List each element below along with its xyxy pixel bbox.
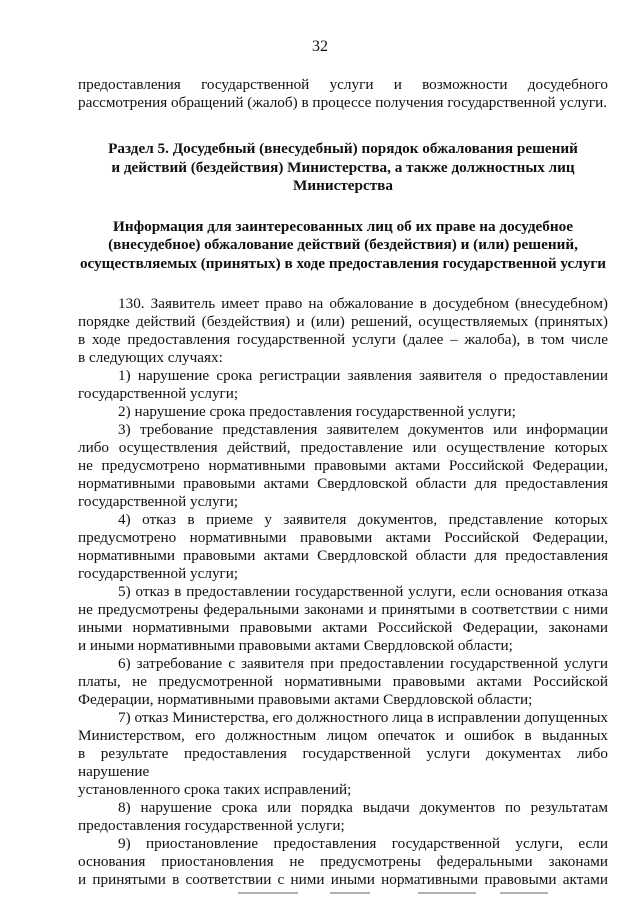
text-line: Федерации, нормативными правовыми актами Свердловской области;	[78, 691, 533, 708]
text-line: не предусмотрено нормативными правовыми актами Российской Федерации,	[78, 457, 608, 474]
page-number: 32	[312, 38, 328, 55]
text-line: не предусмотрены федеральными законами и принятыми в соответствии с ними	[78, 601, 608, 618]
section-heading	[78, 140, 608, 196]
body-paragraph	[78, 655, 608, 709]
text-line: 1) нарушение срока регистрации заявления заявителя о предоставлении	[118, 367, 608, 384]
body-paragraph	[78, 709, 608, 799]
text-line: 5) отказ в предоставлении государственной услуги, если основания отказа	[118, 583, 608, 600]
text-line: рассмотрения обращений (жалоб) в процессе получения государственной услуги.	[78, 94, 608, 111]
text-line: 7) отказ Министерства, его должностного лица в исправлении допущенных	[118, 709, 608, 726]
text-line: государственной услуги;	[78, 385, 239, 402]
text-line: 4) отказ в приеме у заявителя документов, представление которых	[118, 511, 608, 528]
text-line: предоставления государственной услуги и возможности досудебного	[78, 76, 608, 93]
text-line: в результате предоставления государственной услуги документах либо нарушение	[78, 745, 608, 780]
heading-line: Информация для заинтересованных лиц об их праве на досудебное	[113, 217, 573, 235]
info-heading	[78, 218, 608, 274]
text-line: и принятыми в соответствии с ними иными нормативными правовыми актами	[78, 871, 608, 888]
text-line: нормативными правовыми актами Свердловской области для предоставления	[78, 547, 608, 564]
text-line: 9) приостановление предоставления государственной услуги, если	[118, 835, 608, 852]
text-line: установленного срока таких исправлений;	[78, 781, 352, 798]
body-paragraphs	[78, 295, 608, 889]
scan-artifact-marks	[0, 892, 640, 898]
body-paragraph	[78, 295, 608, 367]
text-line: 6) затребование с заявителя при предоставлении государственной услуги	[118, 655, 608, 672]
text-line: основания приостановления не предусмотрены федеральными законами	[78, 853, 608, 870]
heading-line: Министерства	[293, 177, 393, 194]
heading-line: Раздел 5. Досудебный (внесудебный) порядок обжалования решений	[108, 140, 578, 157]
text-line: порядке действий (бездействия) и (или) решений, осуществляемых (принятых)	[78, 313, 608, 330]
text-line: иными нормативными правовыми актами Российской Федерации, законами	[78, 619, 608, 636]
page-content	[78, 76, 608, 889]
heading-line: и действий (бездействия) Министерства, а также должностных лиц	[111, 158, 575, 176]
text-line: государственной услуги;	[78, 565, 239, 582]
text-line: предоставления государственной услуги;	[78, 817, 345, 834]
text-line: предусмотрено нормативными правовыми актами Российской Федерации,	[78, 529, 608, 546]
text-line: либо осуществления действий, предоставление или осуществление которых	[78, 439, 608, 456]
heading-line: осуществляемых (принятых) в ходе предоставления государственной услуги	[79, 254, 607, 272]
text-line: 2) нарушение срока предоставления государственной услуги;	[118, 403, 516, 420]
body-paragraph	[78, 799, 608, 835]
text-line: государственной услуги;	[78, 493, 239, 510]
body-paragraph	[78, 583, 608, 655]
body-paragraph	[78, 367, 608, 403]
text-line: нормативными правовыми актами Свердловской области для предоставления	[78, 475, 608, 492]
body-paragraph	[78, 835, 608, 889]
body-paragraph	[78, 421, 608, 511]
text-line: 3) требование представления заявителем документов или информации	[118, 421, 608, 438]
text-line: Министерством, его должностным лицом опечаток и ошибок в выданных	[78, 727, 608, 744]
text-line: и иными нормативными правовыми актами Свердловской области;	[78, 637, 513, 654]
intro-paragraph	[78, 76, 608, 112]
text-line: в следующих случаях:	[78, 349, 223, 366]
heading-line: (внесудебное) обжалование действий (бездействия) и (или) решений,	[108, 236, 578, 253]
text-line: в ходе предоставления государственной услуги (далее – жалоба), в том числе	[78, 331, 608, 348]
text-line: 8) нарушение срока или порядка выдачи документов по результатам	[118, 799, 608, 816]
text-line: платы, не предусмотренной нормативными правовыми актами Российской	[78, 673, 608, 690]
body-paragraph	[78, 403, 608, 421]
text-line: 130. Заявитель имеет право на обжалование в досудебном (внесудебном)	[118, 295, 608, 312]
body-paragraph	[78, 511, 608, 583]
